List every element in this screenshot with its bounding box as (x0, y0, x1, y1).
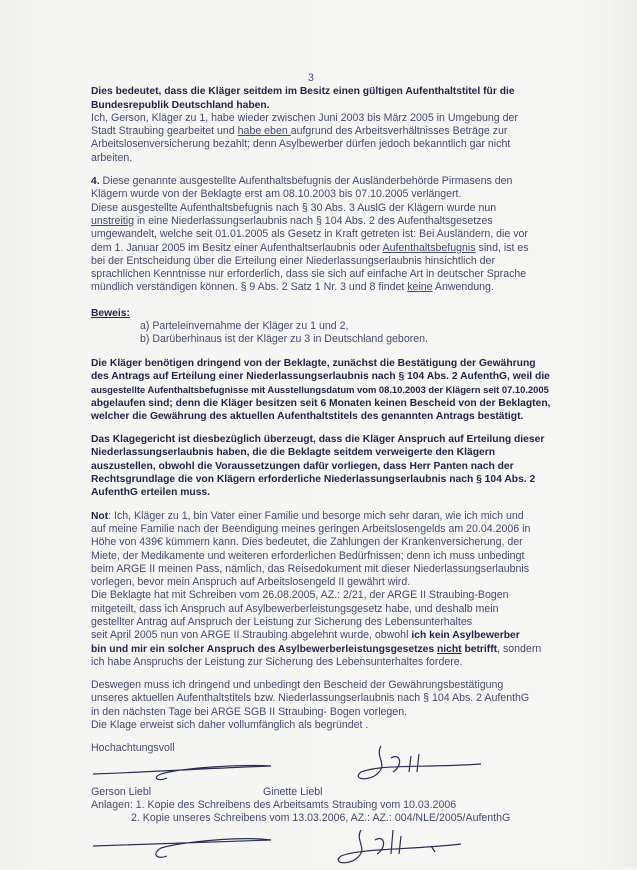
underlined-text: Aufenthaltsbefugnis (382, 241, 476, 254)
letter-body (91, 72, 571, 866)
paragraph-request (91, 357, 571, 423)
paragraph-number: 4. (91, 176, 100, 188)
bold-text: bin und mir ein solcher Anspruch des Asylbewerberleistungsgesetzes (91, 643, 437, 655)
text-segment: in eine Niederlassungserlaubnis nach § 104 Abs. 2 des Aufenthaltsgesetzes (134, 214, 493, 227)
evidence-item: a) Parteleinvernahme der Kläger zu 1 und 2, (140, 320, 349, 333)
text-line: Die Klage erweist sich daher vollumfänglich als begründet . (91, 719, 369, 732)
text-line: bei der Entscheidung über die Erteilung einer Niederlassungserlaubnis hinsichtlich der (91, 254, 495, 267)
text-line (91, 175, 571, 188)
text-line: AufenthG erteilen muss. (91, 487, 211, 499)
text-segment: dem 1. Januar 2005 im Besitz einer Aufenthaltserlaubnis oder (91, 241, 383, 254)
text-line (91, 510, 571, 523)
bold-text: ich kein Asylbewerber (411, 630, 520, 642)
text-line: unseres aktuellen Aufenthaltstitels bzw. Niederlassungserlaubnis nach § 104 Abs. 2 AufenthG (91, 692, 530, 705)
paragraph-court (91, 433, 571, 499)
text-line: Klägern wurde von der Beklagte erst am 08.10.2003 bis 07.10.2005 verlängert. (91, 188, 462, 201)
text-segment: seit April 2005 nun von ARGE II Straubing abgelehnt wurde, obwohl (91, 629, 412, 642)
text-line: beim ARGE II meinen Pass, nämlich, das Reisedokument mit dieser Niederlassungserlaubnis (91, 562, 530, 575)
signature-gerson (91, 830, 291, 864)
underlined-bold-text: nicht (437, 643, 462, 655)
underlined-text: keine (407, 281, 433, 294)
text-line (91, 242, 571, 255)
text-line (91, 281, 571, 294)
signature-ginette (331, 826, 481, 870)
signature-ginette (341, 742, 491, 788)
text-line: auf meine Familie nach der Beendigung meines geringen Arbeitslosengelds am 20.04.2006 in (91, 522, 531, 535)
signature-row (91, 826, 571, 866)
text-line: in den nächsten Tage bei ARGE SGB II Straubing- Bogen vorlegen. (91, 705, 408, 718)
text-line (91, 643, 571, 656)
text-line: Arbeitslosenversicherung bezahlt; denn Asylbewerber dürfen jedoch bekanntlich gar nicht (91, 138, 511, 151)
text-line: des Antrags auf Erteilung einer Niederlassungserlaubnis nach § 104 Abs. 2 AufenthG, weil die (91, 370, 550, 382)
text-line: ausgestellte Aufenthaltsbefugnisse mit Ausstellungsdatum vom 08.10.2003 der Klägern seit 07.10.2005 (91, 384, 549, 396)
text-line: Das Klagegericht ist diesbezüglich überzeugt, dass die Kläger Anspruch auf Erteilung dieser (91, 434, 545, 446)
underlined-text: habe eben (237, 125, 291, 138)
text-segment: Diese genannte ausgestellte Aufenthaltsbefugnis der Ausländerbehörde Pirmasens den (99, 175, 513, 188)
text-segment: Anwendung. (432, 281, 494, 294)
text-line: vorlegen, bevor mein Anspruch auf Arbeitslosengeld II gewährt wird. (91, 576, 411, 589)
text-line: ich habe Anspruchs der Leistung zur Sicherung des Lebensunterhaltes fordere. (91, 655, 463, 668)
evidence-item: b) Darüberhinaus ist der Kläger zu 3 in Deutschland geboren. (140, 333, 428, 346)
text-line: mitgeteilt, dass ich Anspruch auf Asylbewerberleistungsgesetz habe, und deshalb mein (91, 602, 499, 615)
page-number: 3 (308, 72, 314, 84)
text-line: Die Kläger benötigen dringend von der Beklagte, zunächst die Bestätigung der Gewährung (91, 357, 536, 369)
bold-text: betrifft (461, 643, 498, 655)
attachment-item: Anlagen: 1. Kopie des Schreibens des Arbeitsamts Straubing vom 10.03.2006 (91, 798, 457, 811)
text-line: arbeiten. (91, 151, 133, 164)
text-line: Miete, der Medikamente und weiteren erforderlichen Bedürfnissen; denn ich muss unbedingt (91, 549, 525, 562)
text-line: Die Beklagte hat mit Schreiben vom 26.08.2005, AZ.: 2/21, der ARGE II Straubing-Bogen (91, 589, 509, 602)
text-line: Diese ausgestellte Aufenthaltsbefugnis nach § 30 Abs. 3 AuslG der Klägern wurde nun (91, 201, 497, 214)
text-line: Ich, Gerson, Kläger zu 1, habe wieder zwischen Juni 2003 bis März 2005 in Umgebung der (91, 111, 518, 124)
paragraph-residence-status (91, 85, 571, 165)
text-segment: mündlich verständigen können. § 9 Abs. 2 Satz 1 Nr. 3 und 8 findet (91, 281, 408, 294)
signer-name: Ginette Liebl (263, 785, 323, 798)
hardship-label: Not (91, 510, 109, 522)
signature-gerson (91, 756, 291, 786)
text-line: sprachlichen Kenntnisse nur erforderlich, dass sie sich auf einfache Art in deutscher Sprache (91, 268, 527, 281)
paragraph-hardship (91, 510, 571, 670)
text-line: auszustellen, obwohl die Voraussetzungen dafür vorliegen, dass Herr Panten nach der (91, 460, 514, 472)
signature-row (91, 756, 571, 786)
text-segment: aufgrund des Arbeitsverhältnisses Beträge zur (290, 125, 508, 138)
text-segment: Stadt Straubing gearbeitet und (91, 125, 238, 138)
text-line: Höhe von 439€ kümmern kann. Dies bedeutet, die Zahlungen der Krankenversicherung, der (91, 536, 523, 549)
text-line: Dies bedeutet, dass die Kläger seitdem im Besitz einen gültigen Aufenthaltstitel für die (91, 86, 515, 98)
text-segment: sind, ist es (475, 241, 529, 254)
closing: Hochachtungsvoll (91, 742, 175, 755)
paragraph-conclusion (91, 679, 571, 732)
text-line (91, 215, 571, 228)
evidence-heading: Beweis: (91, 307, 130, 319)
signer-names (91, 786, 571, 799)
text-line: welcher die Gewährung des aktuellen Aufenthaltstitels des genannten Antrags bestätigt. (91, 410, 524, 422)
paragraph-4 (91, 175, 571, 295)
text-line (91, 629, 571, 642)
text-line: Rechtsgrundlage die von Klägern erforderliche Niederlassungserlaubnis nach § 104 Abs. 2 (91, 474, 536, 486)
signer-name: Gerson Liebl (91, 785, 152, 798)
evidence-section (91, 307, 571, 347)
underlined-text: unstreitig (91, 214, 134, 227)
attachment-item: 2. Kopie unseres Schreibens vom 13.03.2006, AZ.: AZ.: 004/NLE/2005/AufenthG (131, 812, 511, 825)
text-segment: : Ich, Kläger zu 1, bin Vater einer Familie und besorge mich sehr daran, wie ich mich und (108, 509, 524, 522)
text-line: Deswegen muss ich dringend und unbedingt den Bescheid der Gewährungsbestätigung (91, 679, 504, 692)
text-line (91, 125, 571, 138)
text-line: Bundesrepublik Deutschland haben. (91, 99, 270, 111)
text-line: umgewandelt, welche seit 01.01.2005 als Gesetz in Kraft getreten ist: Bei Ausländern, die vor (91, 228, 528, 241)
text-segment: , sondern (497, 642, 542, 655)
text-line: abgelaufen sind; denn die Kläger besitzen seit 6 Monaten keinen Bescheid von der Beklagten, (91, 397, 551, 409)
text-line: Niederlassungserlaubnis haben, die die Beklagte seitdem verweigerte den Klägern (91, 447, 496, 459)
text-line: gestellter Antrag auf Anspruch der Leistung zur Sicherung des Lebensunterhaltes (91, 615, 473, 628)
